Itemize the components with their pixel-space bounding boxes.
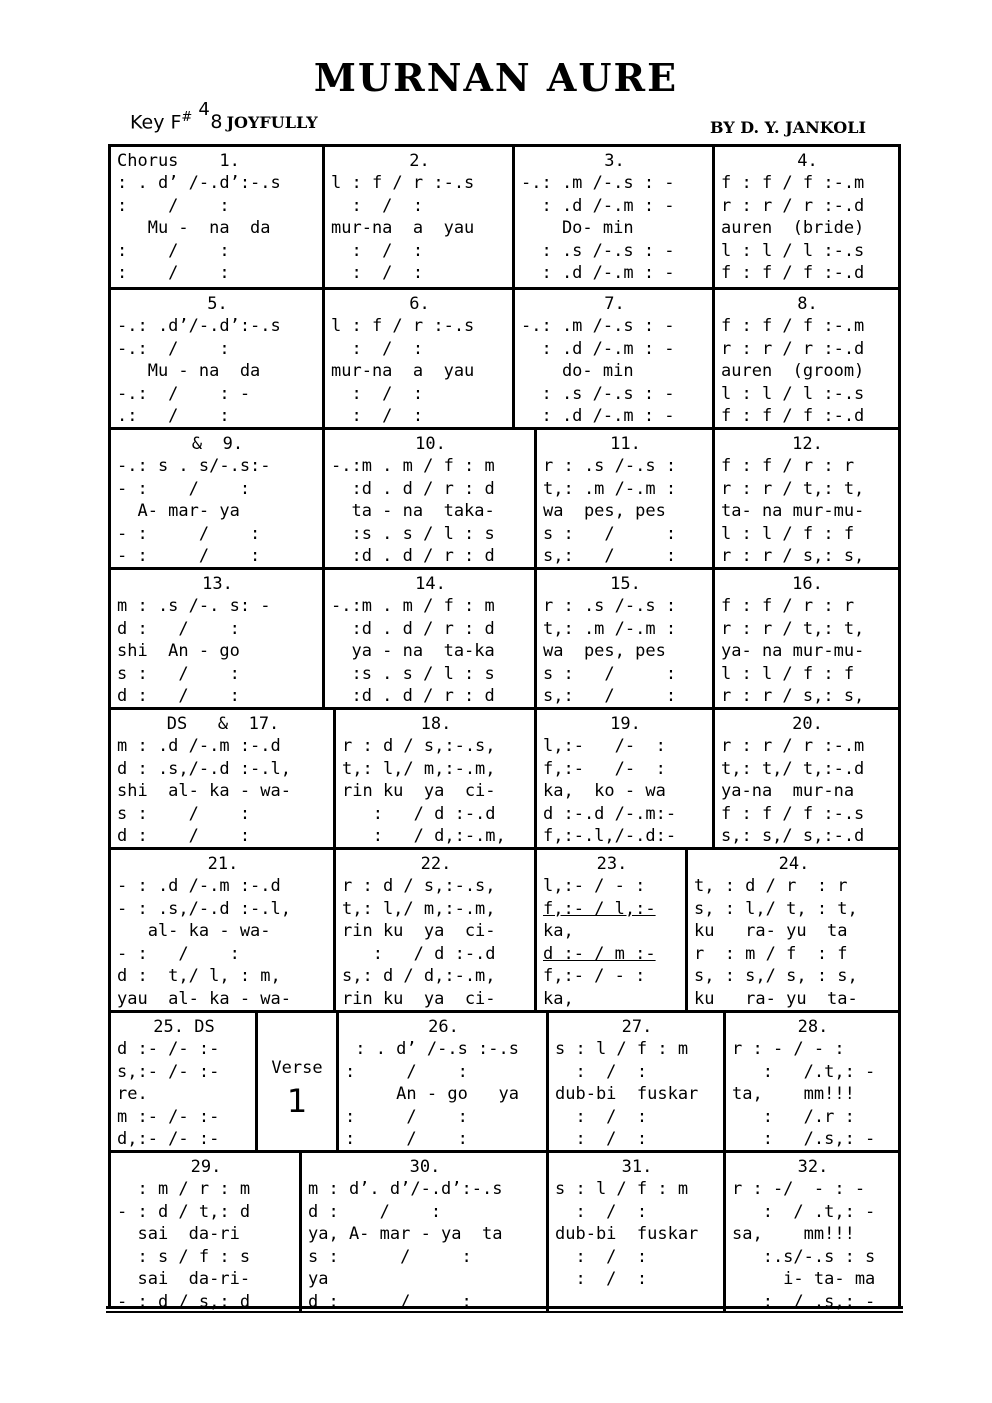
notation-line: l : l / f : f (721, 523, 855, 544)
notation-line: -.: / : (117, 338, 230, 359)
notation-line: - : / : (117, 523, 261, 544)
notation-line: ka, (543, 921, 574, 941)
measure-number: 30. (409, 1157, 441, 1177)
notation-line: r : d / s,:-.s, (342, 876, 496, 896)
notation-line: d : .s,/-.d :-.l, (117, 758, 291, 779)
notation-line: d :- /- :- (117, 1039, 220, 1059)
notation-line: l : f / r :-.s (331, 316, 475, 336)
notation-line: s : / : (543, 523, 677, 544)
notation-line: : . d’ /-.s :-.s (345, 1039, 519, 1059)
measure-2 (322, 147, 512, 287)
measure-number: 13. (202, 574, 233, 594)
notation-line: rin ku ya ci- (342, 988, 496, 1009)
measure-28 (723, 1010, 898, 1150)
measure-4 (712, 147, 898, 287)
notation-line: f : f / f :-.s (721, 803, 865, 824)
notation-line: : / : (555, 1129, 648, 1149)
notation-line: f,:- / - : (543, 966, 646, 986)
notation-line: - : / : (117, 943, 240, 964)
measure-23 (534, 847, 685, 1010)
measure-8 (712, 287, 898, 427)
measure-number: 19. (610, 714, 641, 734)
notation-line: mur-na a yau (331, 218, 475, 238)
measure-24 (685, 847, 898, 1010)
notation-line: s, : l,/ t, : t, (694, 898, 858, 919)
notation-line: d : / : (308, 1201, 442, 1222)
measure-21 (111, 847, 333, 1010)
notation-line: - : / : (117, 478, 251, 499)
notation-line: ka, (543, 988, 574, 1009)
notation-line: : / d :-.d (342, 943, 496, 964)
measure-number: 25. DS (153, 1017, 215, 1037)
measure-20 (712, 707, 898, 847)
notation-line: : /.s,: - (732, 1129, 876, 1149)
notation-line: r : r / t,: t, (721, 478, 865, 499)
measure-32 (723, 1150, 898, 1311)
notation-line: : / : (555, 1246, 648, 1267)
notation-line: r : r / r :-.m (721, 736, 865, 756)
tempo-marking: JOYFULLY (226, 113, 318, 133)
notation-line: - : .s,/-.d :-.l, (117, 898, 291, 919)
measure-number: 32. (797, 1157, 829, 1177)
notation-line: An - go ya (345, 1084, 519, 1104)
measure-27 (546, 1010, 723, 1150)
notation-line: l : l / l :-.s (721, 383, 865, 404)
notation-line: :d . d / r : d (331, 546, 495, 566)
notation-line: r : .s /-.s : (543, 456, 677, 476)
notation-line: rin ku ya ci- (342, 921, 496, 941)
notation-line: : / : (345, 1129, 468, 1149)
measure-14 (322, 567, 534, 707)
measure-number: 27. (621, 1017, 653, 1037)
notation-line: s, : s,/ s, : s, (694, 966, 858, 986)
notation-line: -.:m . m / f : m (331, 456, 495, 476)
notation-line: f : f / r : r (721, 596, 855, 616)
notation-line: d : / : (117, 826, 251, 846)
notation-line: ta- na mur-mu- (721, 501, 865, 521)
notation-line: ya (308, 1269, 329, 1289)
notation-line: Mu - na da (117, 361, 261, 381)
measure-number: 24. (778, 854, 810, 874)
key-label: Key F (130, 111, 182, 134)
notation-line: d : / : (117, 618, 240, 639)
notation-line: shi al- ka - wa- (117, 781, 291, 801)
measure-30 (299, 1150, 546, 1311)
sharp-sign: # (181, 110, 193, 125)
notation-line: f,:- /- : (543, 758, 666, 779)
notation-line: t,: l,/ m,:-.m, (342, 898, 496, 919)
notation-line: s : / : (543, 663, 677, 684)
measure-15 (534, 567, 712, 707)
measure-10 (322, 427, 534, 567)
verse-label: Verse (271, 1058, 323, 1078)
notation-line: -.: / : - (117, 383, 251, 404)
notation-line: :.s/-.s : s (732, 1246, 876, 1267)
notation-line: t,: .m /-.m : (543, 478, 677, 499)
measure-number: 31. (621, 1157, 653, 1177)
notation-line: -.: s . s/-.s:- (117, 456, 271, 476)
notation-line: s : / : (117, 663, 240, 684)
notation-line: : / : (555, 1061, 648, 1082)
measure-number: 10. (415, 434, 446, 454)
measure-29 (111, 1150, 299, 1311)
measure-26 (336, 1010, 546, 1150)
notation-line: s : l / f : m (555, 1039, 689, 1059)
notation-line: : m / r : m (117, 1179, 251, 1199)
notation-line: rin ku ya ci- (342, 781, 496, 801)
measure-11 (534, 427, 712, 567)
measure-number: Chorus 1. (117, 151, 240, 171)
measure-number: 26. (428, 1017, 459, 1037)
notation-line: m :- /- :- (117, 1106, 220, 1127)
time-bottom: 8 (210, 111, 223, 134)
notation-line: : / d,:-.m, (342, 826, 506, 846)
key-signature (130, 99, 318, 134)
notation-line: :s . s / l : s (331, 523, 495, 544)
notation-line: f : f / r : r (721, 456, 855, 476)
measure-7 (512, 287, 712, 427)
notation-line: d : / : (308, 1291, 472, 1312)
notation-line: : / : (331, 383, 424, 404)
notation-line: d : t,/ l, : m, (117, 966, 281, 986)
measure-number: & 9. (191, 434, 244, 454)
author-credit: BY D. Y. JANKOLI (710, 118, 866, 137)
notation-line: wa pes, pes (543, 641, 666, 661)
notation-line: -.: .m /-.s : - (521, 316, 675, 336)
notation-line: r : m / f : f (694, 943, 848, 964)
verse-number: 1 (286, 1082, 308, 1120)
notation-line: f : f / f :-.m (721, 173, 865, 193)
song-title: MURNAN AURE (313, 55, 679, 100)
notation-line: t, : d / r : r (694, 876, 848, 896)
notation-line: l,:- / - : (543, 876, 646, 896)
notation-line: : s / f : s (117, 1246, 251, 1267)
notation-line: : / : (345, 1106, 468, 1127)
notation-line: Mu - na da (117, 218, 271, 238)
notation-line: re. (117, 1084, 148, 1104)
notation-line: : . d’ /-.d’:-.s (117, 173, 281, 193)
notation-line: -.: .d’/-.d’:-.s (117, 316, 281, 336)
notation-line: :d . d / r : d (331, 478, 495, 499)
notation-line: :d . d / r : d (331, 686, 495, 706)
solfa-sheet (108, 144, 901, 1312)
notation-line: ya-na mur-na (721, 781, 855, 801)
notation-line: ku ra- yu ta (694, 921, 848, 941)
notation-line: s,: s,/ s,:-.d (721, 826, 865, 846)
measure-number: 21. (207, 854, 239, 874)
notation-line: l : l / l :-.s (721, 240, 865, 261)
notation-line: s,: d / d,:-.m, (342, 966, 496, 986)
notation-line: s : / : (117, 803, 251, 824)
measure-1 (111, 147, 322, 287)
notation-line: t,: .m /-.m : (543, 618, 677, 639)
notation-line: A- mar- ya (117, 501, 240, 521)
notation-line: : / .s,: - (732, 1291, 876, 1312)
notation-line: : / : (331, 338, 424, 359)
measure-number: 5. (207, 294, 228, 314)
notation-line: l,:- /- : (543, 736, 666, 756)
notation-line: : .d /-.m : - (521, 338, 675, 359)
notation-line: ka, ko - wa (543, 781, 666, 801)
notation-line: r : d / s,:-.s, (342, 736, 496, 756)
notation-line: -.:m . m / f : m (331, 596, 495, 616)
notation-line: - : / : (117, 546, 261, 566)
measure-12 (712, 427, 898, 567)
measure-13 (111, 567, 322, 707)
measure-number: 28. (797, 1017, 829, 1037)
measure-number: 2. (409, 151, 430, 171)
notation-line: : / : (117, 240, 230, 261)
notation-line: r : r / s,: s, (721, 686, 865, 706)
notation-line: : / : (117, 195, 230, 216)
notation-line: l : f / r :-.s (331, 173, 475, 193)
measure-number: 8. (797, 294, 818, 314)
notation-line: : / : (331, 195, 424, 216)
measure-number: 11. (610, 434, 641, 454)
measure-number: 18. (420, 714, 452, 734)
notation-line: - : d / t,: d (117, 1201, 251, 1222)
verse-marker (255, 1010, 336, 1150)
notation-line: sa, mm!!! (732, 1224, 855, 1244)
notation-line: r : r / r :-.d (721, 195, 865, 216)
notation-line: l : l / f : f (721, 663, 855, 684)
notation-line: - : .d /-.m :-.d (117, 876, 281, 896)
notation-line: t,: t,/ t,:-.d (721, 758, 865, 779)
notation-line: r : -/ - : - (732, 1179, 866, 1199)
notation-line: : / : (331, 240, 424, 261)
notation-line: ya, A- mar - ya ta (308, 1224, 503, 1244)
measure-19 (534, 707, 712, 847)
notation-line: d,:- /- :- (117, 1129, 220, 1149)
notation-line: : / : (555, 1269, 648, 1289)
measure-number: DS & 17. (166, 714, 280, 734)
measure-25 (111, 1010, 255, 1150)
notation-line: wa pes, pes (543, 501, 666, 521)
double-barline (106, 1306, 903, 1313)
notation-line: : / : (331, 263, 424, 283)
notation-line: ta, mm!!! (732, 1084, 855, 1104)
notation-line: auren (groom) (721, 361, 865, 381)
measure-number: 23. (596, 854, 628, 874)
time-top: 4 (198, 99, 210, 121)
notation-line: f,:- / l,:- (543, 898, 656, 919)
notation-line: s,: / : (543, 686, 677, 706)
notation-line: :s . s / l : s (331, 663, 495, 684)
notation-line: : / : (117, 263, 230, 283)
notation-line: f : f / f :-.d (721, 406, 865, 426)
notation-line: : .s /-.s : - (521, 383, 675, 404)
notation-line: :d . d / r : d (331, 618, 495, 639)
measure-number: 7. (604, 294, 625, 314)
notation-line: .: / : (117, 406, 230, 426)
notation-line: : / : (555, 1106, 648, 1127)
notation-line: shi An - go (117, 641, 240, 661)
notation-line: sai da-ri- (117, 1269, 251, 1289)
notation-line: : .d /-.m : - (521, 263, 675, 283)
measure-number: 12. (792, 434, 823, 454)
notation-line: : / : (555, 1201, 648, 1222)
notation-line: r : .s /-.s : (543, 596, 677, 616)
notation-line: yau al- ka - wa- (117, 988, 291, 1009)
measure-number: 15. (610, 574, 641, 594)
notation-line: : .d /-.m : - (521, 195, 675, 216)
measure-5 (111, 287, 322, 427)
notation-line: f : f / f :-.d (721, 263, 865, 283)
measure-6 (322, 287, 512, 427)
notation-line: r : r / t,: t, (721, 618, 865, 639)
notation-line: dub-bi fuskar (555, 1084, 699, 1104)
notation-line: f,:-.l,/-.d:- (543, 826, 677, 846)
notation-line: mur-na a yau (331, 361, 475, 381)
notation-line: f : f / f :-.m (721, 316, 865, 336)
notation-line: s : / : (308, 1246, 472, 1267)
notation-line: : / d :-.d (342, 803, 496, 824)
notation-line: s,:- /- :- (117, 1061, 220, 1082)
notation-line: r : r / r :-.d (721, 338, 865, 359)
notation-line: : .s /-.s : - (521, 240, 675, 261)
notation-line: auren (bride) (721, 218, 865, 238)
notation-line: d :-.d /-.m:- (543, 803, 677, 824)
notation-line: -.: .m /-.s : - (521, 173, 675, 193)
notation-line: Do- min (521, 218, 634, 238)
notation-line: ya- na mur-mu- (721, 641, 865, 661)
notation-line: r : r / s,: s, (721, 546, 865, 566)
notation-line: ku ra- yu ta- (694, 988, 858, 1009)
notation-line: - : d / s,: d (117, 1291, 251, 1312)
notation-line: : / : (331, 406, 424, 426)
measure-number: 4. (797, 151, 818, 171)
notation-line: ya - na ta-ka (331, 641, 495, 661)
notation-line: do- min (521, 361, 634, 381)
notation-line: : / : (345, 1061, 468, 1082)
notation-line: : /.t,: - (732, 1061, 876, 1082)
notation-line: : .d /-.m : - (521, 406, 675, 426)
notation-line: : / .t,: - (732, 1201, 876, 1222)
notation-line: s,: / : (543, 546, 677, 566)
measure-number: 3. (604, 151, 625, 171)
measure-3 (512, 147, 712, 287)
measure-number: 20. (792, 714, 823, 734)
notation-line: r : - / - : (732, 1039, 845, 1059)
notation-line: m : d’. d’/-.d’:-.s (308, 1179, 503, 1199)
measure-18 (333, 707, 534, 847)
notation-line: sai da-ri (117, 1224, 240, 1244)
measure-number: 16. (792, 574, 823, 594)
measure-number: 29. (190, 1157, 222, 1177)
notation-line: m : .d /-.m :-.d (117, 736, 281, 756)
measure-number: 6. (409, 294, 430, 314)
notation-line: : /.r : (732, 1106, 855, 1127)
notation-line: al- ka - wa- (117, 921, 271, 941)
measure-9 (111, 427, 322, 567)
notation-line: s : l / f : m (555, 1179, 689, 1199)
notation-line: d :- / m :- (543, 943, 656, 964)
measure-number: 14. (415, 574, 446, 594)
measure-31 (546, 1150, 723, 1311)
time-signature (198, 99, 223, 134)
notation-line: i- ta- ma (732, 1269, 876, 1289)
notation-line: dub-bi fuskar (555, 1224, 699, 1244)
notation-line: t,: l,/ m,:-.m, (342, 758, 496, 779)
notation-line: m : .s /-. s: - (117, 596, 271, 616)
notation-line: d : / : (117, 686, 240, 706)
measure-number: 22. (420, 854, 452, 874)
notation-line: ta - na taka- (331, 501, 495, 521)
measure-22 (333, 847, 534, 1010)
measure-17 (111, 707, 333, 847)
measure-16 (712, 567, 898, 707)
